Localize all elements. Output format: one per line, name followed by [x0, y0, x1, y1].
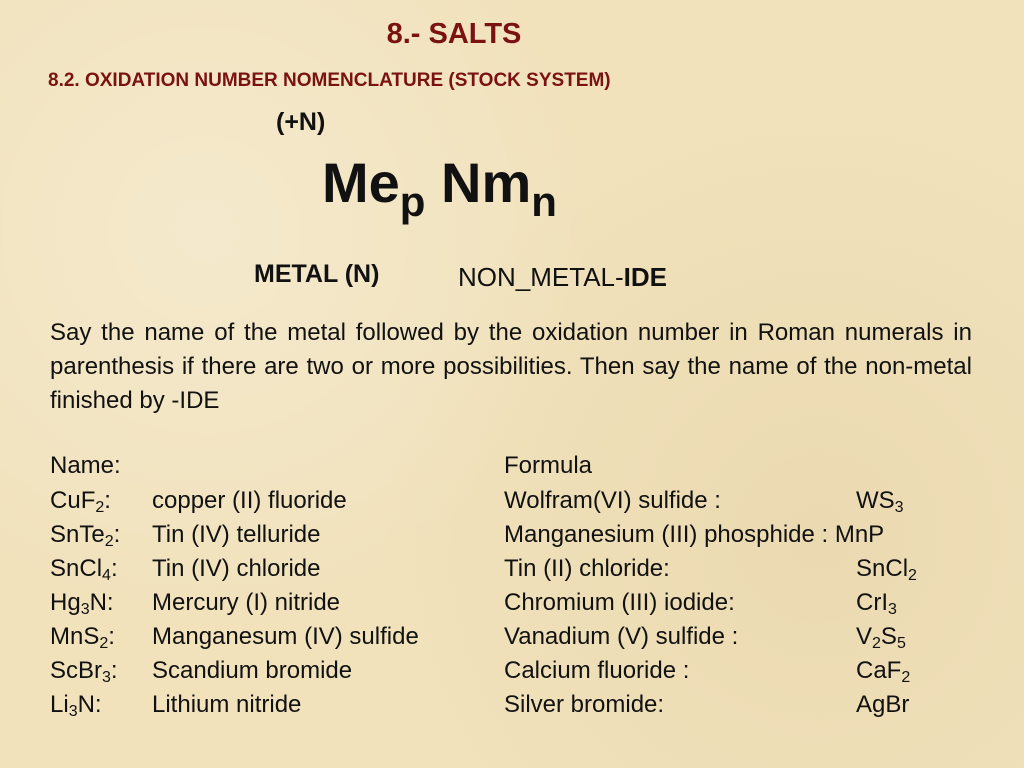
example-formula	[50, 518, 120, 552]
example-name: Lithium nitride	[152, 691, 302, 718]
example-compound-name: Chromium (III) iodide:	[504, 589, 735, 616]
example-compound-name: Calcium fluoride :	[504, 657, 690, 684]
example-formula	[50, 552, 118, 586]
example-name: Mercury (I) nitride	[152, 589, 341, 616]
oxidation-charge: (+N)	[276, 108, 326, 136]
slide-title: 8.- SALTS	[386, 18, 522, 50]
example-compound-name: Tin (II) chloride:	[504, 555, 670, 582]
chemical-formula: CaF$_2$	[856, 657, 911, 686]
example-compound-name: Silver bromide:	[504, 691, 665, 718]
general-formula	[322, 150, 557, 225]
example-formula	[50, 484, 111, 518]
chemical-formula: MnS$_2$:	[50, 623, 115, 652]
example-name: Manganesum (IV) sulfide	[152, 623, 419, 650]
chemical-formula: CuF$_2$:	[50, 487, 111, 516]
chemical-formula: $V_2S_5$	[856, 623, 906, 652]
left-column-header: Name:	[50, 452, 121, 479]
formula-metal: Me	[322, 151, 400, 214]
example-formula	[50, 688, 102, 722]
example-compound-name: Manganesium (III) phosphide : MnP	[504, 521, 885, 548]
example-compound-name: Wolfram(VI) sulfide :	[504, 487, 721, 514]
nonmetal-label-suffix: IDE	[623, 262, 667, 292]
formula-metal-subscript: p	[399, 178, 426, 225]
example-formula	[50, 654, 118, 688]
example-compound-formula	[856, 586, 897, 620]
chemical-formula: AgBr	[856, 691, 910, 718]
formula-nonmetal-subscript: n	[531, 178, 557, 225]
example-compound-formula	[856, 552, 917, 586]
example-formula	[50, 586, 114, 620]
formula-nonmetal: Nm	[441, 151, 532, 214]
example-compound-name: Vanadium (V) sulfide :	[504, 623, 739, 650]
chemical-formula: SnTe$_2$:	[50, 521, 121, 550]
nonmetal-label	[458, 262, 667, 293]
rule-description: Say the name of the metal followed by the oxidation number in Roman numerals in parenthesis if there are two or more possibilities. Then say the name of the non-metal finished by -IDE	[50, 319, 972, 414]
example-compound-formula	[856, 654, 910, 688]
example-formula	[50, 620, 115, 654]
chemical-formula: ScBr$_3$:	[50, 657, 118, 686]
example-name: copper (II) fluoride	[152, 487, 347, 514]
slide-subtitle: 8.2. OXIDATION NUMBER NOMENCLATURE (STOCK SYSTEM)	[48, 70, 611, 91]
chemical-formula: CrI$_3$	[856, 589, 897, 618]
chemical-formula: $WS_3$	[856, 487, 904, 516]
metal-label: METAL (N)	[254, 260, 380, 288]
nonmetal-label-prefix: NON_METAL-	[458, 262, 624, 292]
chemical-formula: $Hg_3N$:	[50, 589, 114, 618]
right-column-header: Formula	[504, 452, 593, 479]
chemical-formula: SnCl$_2$	[856, 555, 917, 584]
chemical-formula: SnCl$_4$:	[50, 555, 118, 584]
example-name: Scandium bromide	[152, 657, 353, 684]
example-compound-formula	[856, 688, 909, 722]
example-name: Tin (IV) chloride	[152, 555, 321, 582]
example-compound-formula	[856, 620, 906, 654]
example-compound-formula	[856, 484, 904, 518]
example-name: Tin (IV) telluride	[152, 521, 321, 548]
chemical-formula: $Li_3N$:	[50, 691, 102, 720]
